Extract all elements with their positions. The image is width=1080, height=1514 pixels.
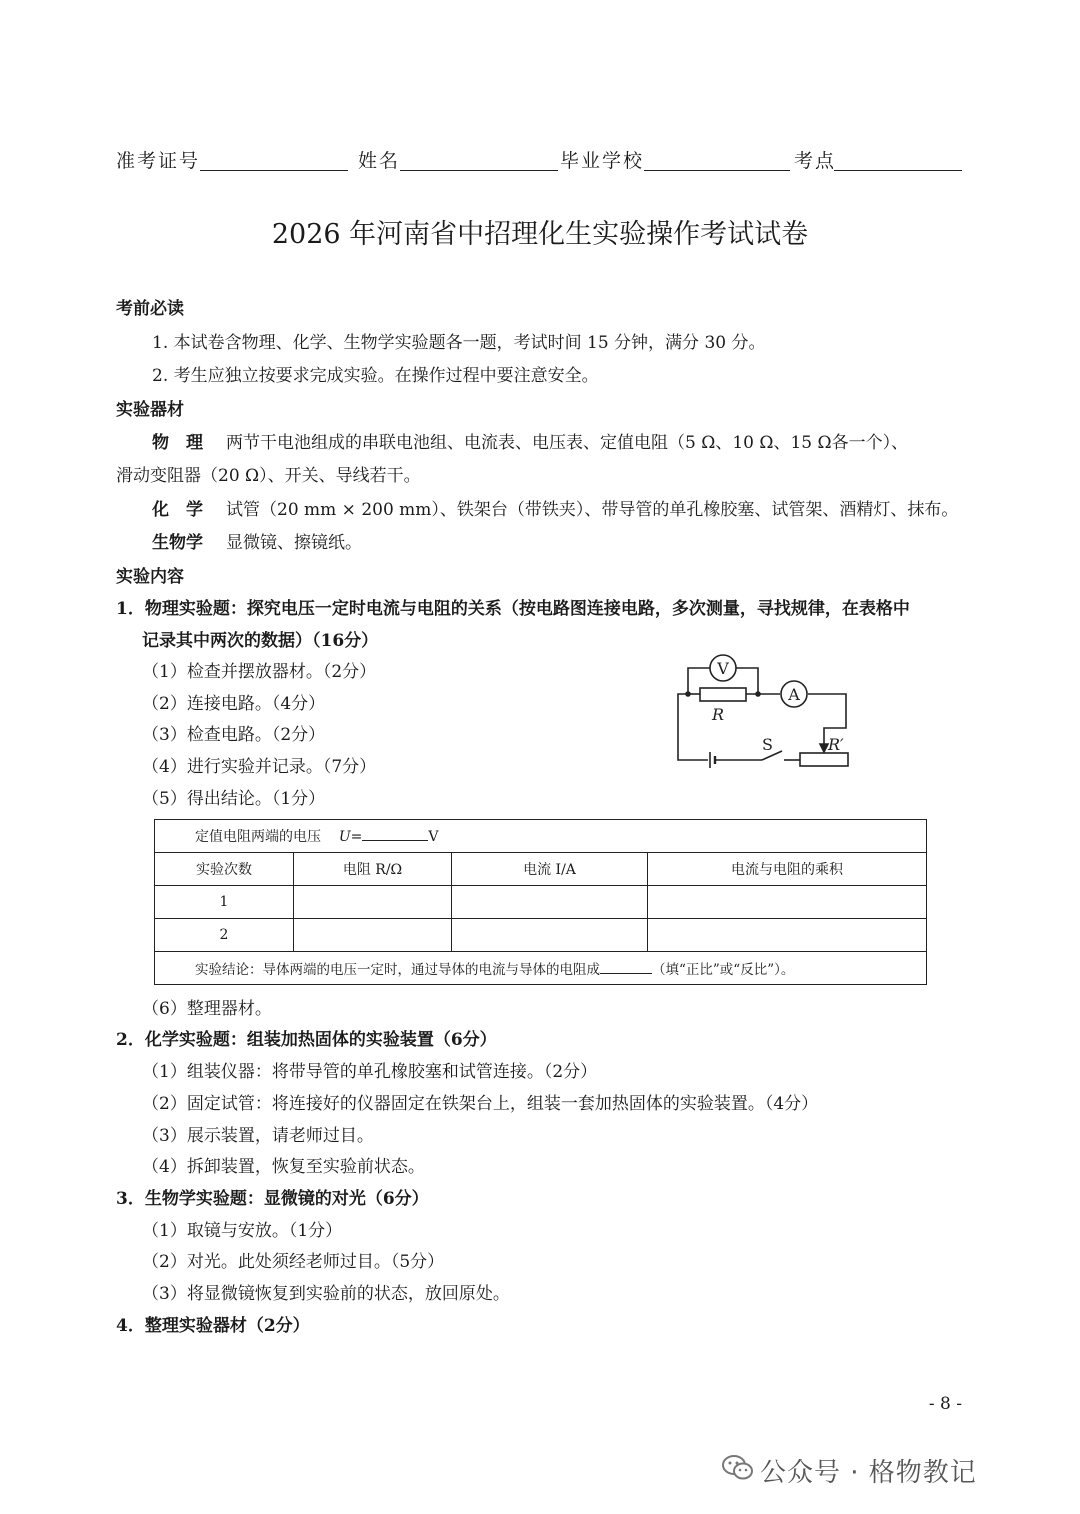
q1-title-line2: 记录其中两次的数据）（16分）	[142, 631, 379, 651]
voltage-unit: V	[428, 829, 439, 845]
physics-equipment-line1: 两节干电池组成的串联电池组、电流表、电压表、定值电阻（5 Ω、10 Ω、15 Ω各一个）、	[226, 433, 909, 453]
notice-heading: 考前必读	[116, 299, 184, 319]
biology-equipment: 显微镜、擦镜纸。	[226, 533, 362, 553]
content-heading: 实验内容	[116, 567, 184, 587]
name-line	[400, 170, 558, 171]
q3-step-1: （1）取镜与安放。（1分）	[142, 1221, 343, 1241]
q3-step-3: （3）将显微镜恢复到实验前的状态，放回原处。	[142, 1284, 510, 1304]
header-current: 电流 I/A	[452, 853, 648, 886]
biology-label: 生物学	[152, 533, 203, 553]
q2-title: 2．化学实验题：组装加热固体的实验装置（6分）	[116, 1030, 497, 1050]
current-cell[interactable]	[452, 886, 648, 919]
q3-title: 3．生物学实验题：显微镜的对光（6分）	[116, 1189, 429, 1209]
q2-step-3: （3）展示装置，请老师过目。	[142, 1126, 374, 1146]
resistor-label: R	[712, 705, 725, 724]
voltage-var: U=	[338, 829, 363, 845]
voltage-row	[155, 820, 927, 853]
ammeter-symbol: A	[788, 685, 800, 704]
chemistry-equipment: 试管（20 mm × 200 mm）、铁架台（带铁夹）、带导管的单孔橡胶塞、试管架、酒精灯、抹布。	[226, 500, 959, 520]
exam-no-line	[200, 170, 348, 171]
conclusion-blank[interactable]	[600, 961, 652, 974]
conclusion-text-a: 实验结论：导体两端的电压一定时，通过导体的电流与导体的电阻成	[195, 962, 600, 978]
current-cell[interactable]	[452, 919, 648, 952]
page-number: - 8 -	[928, 1394, 962, 1414]
q1-step-4: （4）进行实验并记录。（7分）	[142, 757, 377, 777]
equipment-heading: 实验器材	[116, 400, 184, 420]
site-line	[834, 170, 962, 171]
exam-no-label: 准考证号	[116, 150, 201, 172]
school-line	[644, 170, 790, 171]
header-product: 电流与电阻的乘积	[648, 853, 927, 886]
voltage-label: 定值电阻两端的电压	[195, 829, 321, 845]
q1-step-3: （3）检查电路。（2分）	[142, 725, 326, 745]
trial-number: 2	[155, 919, 294, 952]
trial-number: 1	[155, 886, 294, 919]
notice-item-2: 2. 考生应独立按要求完成实验。在操作过程中要注意安全。	[152, 366, 599, 386]
voltage-blank[interactable]	[362, 826, 428, 841]
q2-step-1: （1）组装仪器：将带导管的单孔橡胶塞和试管连接。（2分）	[142, 1062, 598, 1082]
wechat-icon	[722, 1453, 754, 1483]
resistance-cell[interactable]	[294, 919, 452, 952]
q2-step-2: （2）固定试管：将连接好的仪器固定在铁架台上，组装一套加热固体的实验装置。（4分）	[142, 1094, 819, 1114]
page-title: 2026 年河南省中招理化生实验操作考试试卷	[271, 219, 809, 250]
watermark: 公众号 · 格物教记	[760, 1458, 977, 1488]
product-cell[interactable]	[648, 886, 927, 919]
product-cell[interactable]	[648, 919, 927, 952]
data-table	[154, 819, 927, 985]
table-row	[155, 919, 927, 952]
q1-step-2: （2）连接电路。（4分）	[142, 694, 326, 714]
notice-item-1: 1. 本试卷含物理、化学、生物学实验题各一题，考试时间 15 分钟，满分 30 分。	[152, 333, 766, 353]
q1-step-5: （5）得出结论。（1分）	[142, 789, 326, 809]
rheostat-label: R′	[828, 735, 844, 754]
q3-step-2: （2）对光。此处须经老师过目。（5分）	[142, 1252, 445, 1272]
table-row	[155, 886, 927, 919]
q4-title: 4．整理实验器材（2分）	[116, 1316, 310, 1336]
q1-title-line1: 1．物理实验题：探究电压一定时电流与电阻的关系（按电路图连接电路，多次测量，寻找规律，在表格中	[116, 599, 910, 619]
conclusion-text-b: （填“正比”或“反比”）。	[652, 962, 795, 978]
physics-label: 物 理	[152, 433, 203, 453]
header-trial: 实验次数	[155, 853, 294, 886]
q1-step-6: （6）整理器材。	[142, 999, 272, 1019]
q1-step-1: （1）检查并摆放器材。（2分）	[142, 662, 377, 682]
circuit-diagram	[670, 650, 860, 772]
site-label: 考点	[794, 150, 837, 172]
name-label: 姓名	[358, 150, 401, 172]
switch-label: S	[762, 735, 773, 754]
conclusion-row	[155, 952, 927, 985]
voltmeter-symbol: V	[717, 659, 729, 678]
resistance-cell[interactable]	[294, 886, 452, 919]
chemistry-label: 化 学	[152, 500, 203, 520]
physics-equipment-line2: 滑动变阻器（20 Ω）、开关、导线若干。	[116, 466, 421, 486]
q2-step-4: （4）拆卸装置，恢复至实验前状态。	[142, 1157, 425, 1177]
header-resistance: 电阻 R/Ω	[294, 853, 452, 886]
school-label: 毕业学校	[560, 150, 645, 172]
